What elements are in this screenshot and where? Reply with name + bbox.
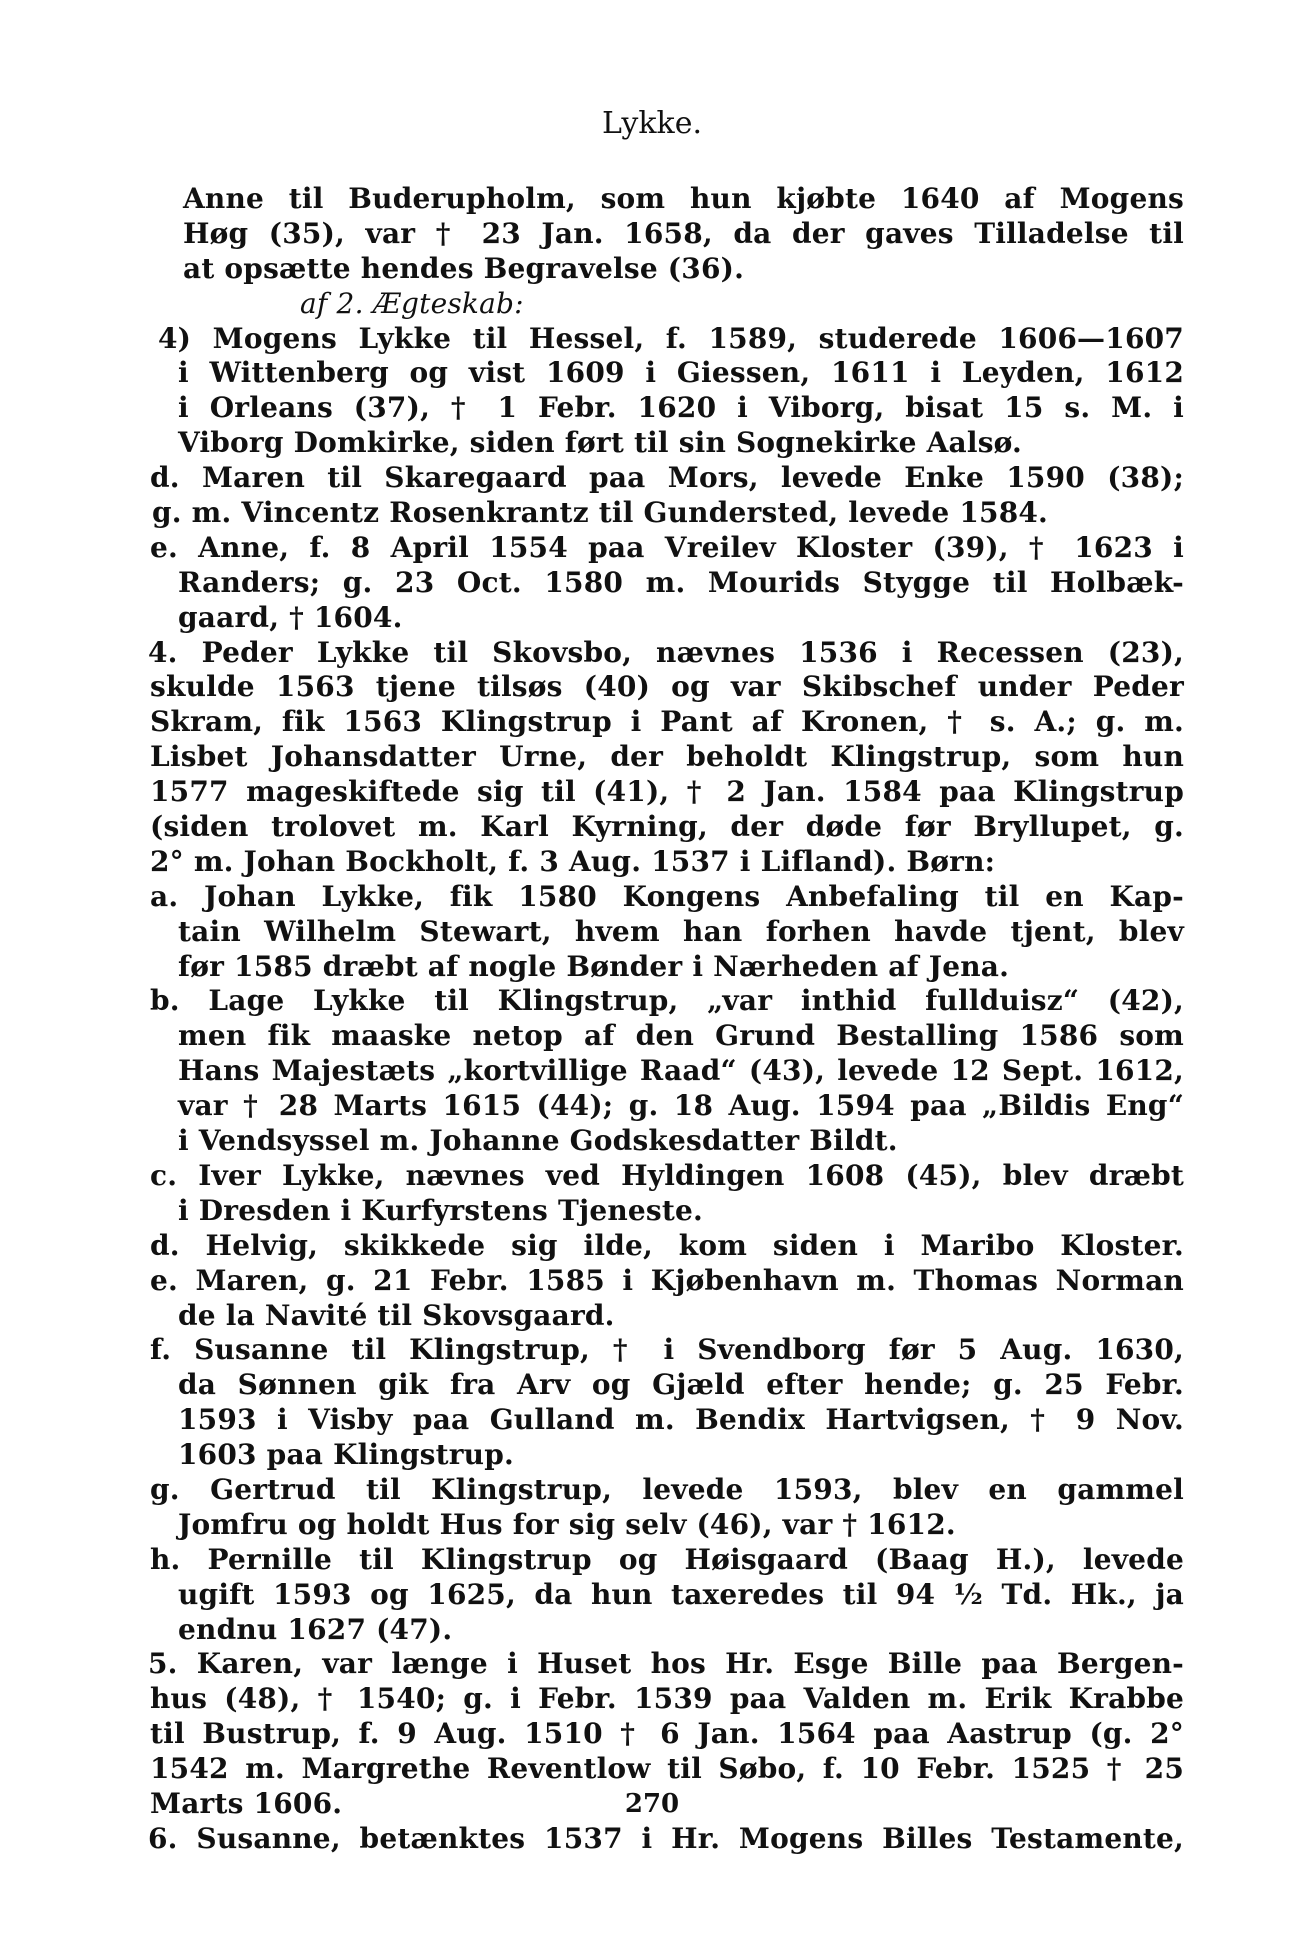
text-line: Skram, fik 1563 Klingstrup i Pant af Kronen, † s. A.; g. m. [150,705,1184,739]
text-line: h. Pernille til Klingstrup og Høisgaard (Baag H.), levede [150,1542,1184,1576]
text-line: skulde 1563 tjene tilsøs (40) og var Skibschef under Peder [150,670,1184,704]
text-line: endnu 1627 (47). [178,1612,453,1646]
text-line: da Sønnen gik fra Arv og Gjæld efter hende; g. 25 Febr. [178,1368,1184,1402]
text-line: Jomfru og holdt Hus for sig selv (46), var † 1612. [178,1507,956,1541]
text-line: til Bustrup, f. 9 Aug. 1510 † 6 Jan. 1564 paa Aastrup (g. 2° [150,1717,1184,1751]
text-line: tain Wilhelm Stewart, hvem han forhen havde tjent, blev [178,914,1184,948]
text-line: af 2. Ægteskab: [300,286,524,320]
text-line: 4. Peder Lykke til Skovsbo, nævnes 1536 i Recessen (23), [148,635,1184,669]
text-line: g. m. Vincentz Rosenkrantz til Gundersted, levede 1584. [152,496,1049,530]
text-line: d. Maren til Skaregaard paa Mors, levede Enke 1590 (38); [150,461,1184,495]
text-line: Høg (35), var † 23 Jan. 1658, da der gaves Tilladelse til [183,216,1184,250]
text-line: Anne til Buderupholm, som hun kjøbte 1640 af Mogens [183,182,1184,215]
text-line: (siden trolovet m. Karl Kyrning, der døde før Bryllupet, g. [150,810,1184,844]
text-line: 1577 mageskiftede sig til (41), † 2 Jan. 1584 paa Klingstrup [150,775,1184,809]
text-line: 6. Susanne, betænktes 1537 i Hr. Mogens Billes Testamente, [148,1821,1184,1855]
text-line: b. Lage Lykke til Klingstrup, „var inthid fullduisz“ (42), [150,984,1184,1018]
text-line: gaard, † 1604. [178,600,403,634]
text-line: 5. Karen, var længe i Huset hos Hr. Esge Bille paa Bergen- [148,1647,1184,1681]
text-line: i Dresden i Kurfyrstens Tjeneste. [178,1193,703,1227]
text-line: e. Maren, g. 21 Febr. 1585 i Kjøbenhavn m. Thomas Norman [150,1263,1184,1297]
text-line: e. Anne, f. 8 April 1554 paa Vreilev Kloster (39), † 1623 i [150,530,1184,564]
text-line: de la Navité til Skovsgaard. [178,1298,615,1332]
text-line: c. Iver Lykke, nævnes ved Hyldingen 1608 (45), blev dræbt [150,1158,1184,1192]
text-line: Lisbet Johansdatter Urne, der beholdt Klingstrup, som hun [150,740,1184,774]
text-line: 1593 i Visby paa Gulland m. Bendix Hartvigsen, † 9 Nov. [178,1403,1184,1437]
text-line: f. Susanne til Klingstrup, † i Svendborg før 5 Aug. 1630, [150,1333,1184,1367]
body-text [0,182,1304,1857]
text-line: men fik maaske netop af den Grund Bestalling 1586 som [178,1019,1184,1053]
text-line: 1603 paa Klingstrup. [178,1438,514,1472]
running-title: Lykke. [602,106,702,141]
text-line: i Orleans (37), † 1 Febr. 1620 i Viborg, bisat 15 s. M. i [178,391,1184,425]
text-line: i Wittenberg og vist 1609 i Giessen, 1611 i Leyden, 1612 [178,356,1184,390]
text-line: Randers; g. 23 Oct. 1580 m. Mourids Stygge til Holbæk- [178,565,1184,599]
text-line: før 1585 dræbt af nogle Bønder i Nærheden af Jena. [178,949,1010,983]
text-line: 1542 m. Margrethe Reventlow til Søbo, f. 10 Febr. 1525 † 25 [150,1752,1184,1786]
text-line: Viborg Domkirke, siden ført til sin Sognekirke Aalsø. [178,426,1022,460]
text-line: 4) Mogens Lykke til Hessel, f. 1589, studerede 1606—1607 [158,321,1184,355]
text-line: hus (48), † 1540; g. i Febr. 1539 paa Valden m. Erik Krabbe [150,1682,1184,1716]
text-line: var † 28 Marts 1615 (44); g. 18 Aug. 1594 paa „Bildis Eng“ [178,1089,1184,1123]
text-line: ugift 1593 og 1625, da hun taxeredes til 94 ½ Td. Hk., ja [178,1577,1184,1611]
text-line: at opsætte hendes Begravelse (36). [183,251,745,285]
page-number: 270 [624,1789,680,1819]
text-line: i Vendsyssel m. Johanne Godskesdatter Bildt. [178,1124,898,1158]
text-line: d. Helvig, skikkede sig ilde, kom siden i Maribo Kloster. [150,1228,1184,1262]
text-line: g. Gertrud til Klingstrup, levede 1593, blev en gammel [150,1472,1184,1506]
text-line: Hans Majestæts „kortvillige Raad“ (43), levede 12 Sept. 1612, [178,1054,1184,1088]
text-line: a. Johan Lykke, fik 1580 Kongens Anbefaling til en Kap- [150,879,1184,913]
text-line: Marts 1606. [150,1786,343,1820]
text-line: 2° m. Johan Bockholt, f. 3 Aug. 1537 i Lifland). Børn: [150,844,996,878]
